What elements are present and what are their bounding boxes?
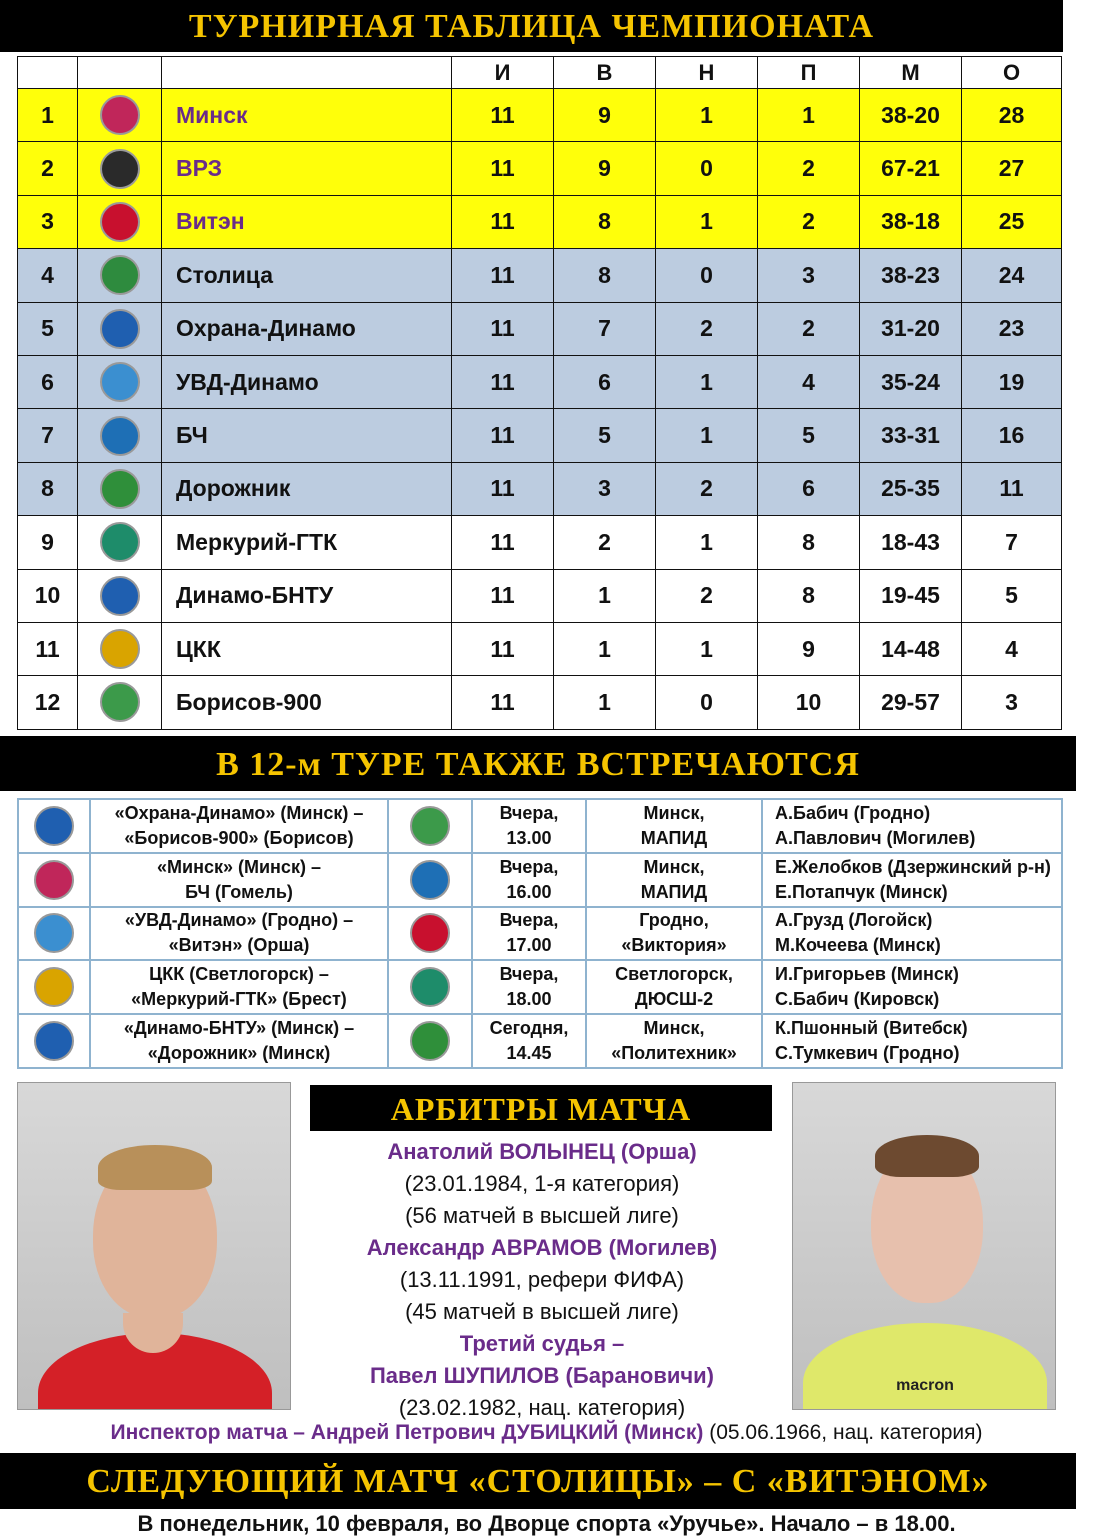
fixture-teams-line: ЦКК (Светлогорск) – — [149, 964, 329, 985]
fixture-time-line: 17.00 — [506, 935, 552, 956]
next-match-info: В понедельник, 10 февраля, во Дворце спорта «Уручье». Начало – в 18.00. — [137, 1511, 956, 1536]
home-team-logo-cell — [18, 1014, 90, 1068]
losses-cell: 6 — [758, 462, 860, 515]
draws-cell: 1 — [656, 516, 758, 569]
fixture-teams — [90, 960, 388, 1014]
team-name-cell: Борисов-900 — [162, 676, 452, 729]
standings-row — [18, 89, 1062, 142]
wins-cell: 9 — [554, 142, 656, 195]
fixture-teams — [90, 799, 388, 853]
away-team-logo-cell — [388, 1014, 472, 1068]
fixture-time — [472, 960, 586, 1014]
losses-cell: 9 — [758, 622, 860, 675]
fixture-time-line: 13.00 — [506, 827, 552, 848]
games-cell: 11 — [452, 249, 554, 302]
referee-2-info: (13.11.1991, рефери ФИФА) — [399, 1267, 685, 1292]
games-cell: 11 — [452, 89, 554, 142]
draws-cell: 0 — [656, 676, 758, 729]
position-cell: 6 — [18, 355, 78, 408]
losses-cell: 3 — [758, 249, 860, 302]
fixture-referees — [762, 1014, 1062, 1068]
wins-cell: 1 — [554, 676, 656, 729]
points-cell: 24 — [962, 249, 1062, 302]
goals-cell: 31-20 — [860, 302, 962, 355]
team-logo-cell — [78, 569, 162, 622]
goals-cell: 29-57 — [860, 676, 962, 729]
away-team-logo-icon — [410, 913, 450, 953]
fixture-time-line: 14.45 — [506, 1043, 552, 1064]
points-cell: 25 — [962, 195, 1062, 248]
wins-cell: 9 — [554, 89, 656, 142]
draws-cell: 1 — [656, 409, 758, 462]
losses-cell: 8 — [758, 569, 860, 622]
draws-cell: 1 — [656, 195, 758, 248]
goals-cell: 38-23 — [860, 249, 962, 302]
fixture-referees-line: А.Бабич (Гродно) — [775, 802, 931, 823]
losses-cell: 8 — [758, 516, 860, 569]
fixture-referees-line: С.Бабич (Кировск) — [775, 989, 940, 1010]
team-name-cell: Дорожник — [162, 462, 452, 515]
position-cell: 2 — [18, 142, 78, 195]
position-cell: 7 — [18, 409, 78, 462]
team-logo-icon — [100, 149, 140, 189]
team-logo-cell — [78, 142, 162, 195]
games-cell: 11 — [452, 676, 554, 729]
wins-cell: 8 — [554, 249, 656, 302]
fixture-time-line: Сегодня, — [489, 1018, 569, 1039]
goals-cell: 33-31 — [860, 409, 962, 462]
fixture-referees-line: А.Павлович (Могилев) — [775, 827, 976, 848]
wins-cell: 6 — [554, 355, 656, 408]
standings-title: ТУРНИРНАЯ ТАБЛИЦА ЧЕМПИОНАТА — [0, 0, 1063, 52]
goals-cell: 19-45 — [860, 569, 962, 622]
home-team-logo-cell — [18, 960, 90, 1014]
fixture-teams-line: «Минск» (Минск) – — [157, 856, 321, 877]
fixture-teams — [90, 853, 388, 907]
fixture-teams-line: «Дорожник» (Минск) — [147, 1043, 331, 1064]
team-logo-cell — [78, 355, 162, 408]
team-logo-cell — [78, 89, 162, 142]
standings-row — [18, 462, 1062, 515]
fixture-venue-line: МАПИД — [640, 827, 708, 848]
fixture-referees — [762, 853, 1062, 907]
home-team-logo-icon — [34, 806, 74, 846]
games-cell: 11 — [452, 355, 554, 408]
points-cell: 5 — [962, 569, 1062, 622]
fixture-teams-line: «Динамо-БНТУ» (Минск) – — [123, 1018, 355, 1039]
fixture-venue-line: Гродно, — [639, 910, 709, 931]
fixture-teams — [90, 1014, 388, 1068]
fixture-venue-line: «Виктория» — [621, 935, 727, 956]
header-games: И — [452, 57, 554, 89]
referees-title: АРБИТРЫ МАТЧА — [310, 1085, 772, 1131]
fixture-venue — [586, 799, 762, 853]
points-cell: 16 — [962, 409, 1062, 462]
third-referee-label: Третий судья – — [459, 1331, 625, 1356]
team-logo-icon — [100, 469, 140, 509]
goals-cell: 35-24 — [860, 355, 962, 408]
fixture-row — [18, 960, 1062, 1014]
away-team-logo-cell — [388, 907, 472, 961]
losses-cell: 5 — [758, 409, 860, 462]
points-cell: 27 — [962, 142, 1062, 195]
third-referee-info: (23.02.1982, нац. категория) — [398, 1395, 686, 1420]
fixture-venue-line: Минск, — [643, 802, 705, 823]
position-cell: 11 — [18, 622, 78, 675]
standings-row — [18, 409, 1062, 462]
draws-cell: 0 — [656, 142, 758, 195]
match-inspector — [0, 1418, 1093, 1448]
wins-cell: 8 — [554, 195, 656, 248]
team-logo-cell — [78, 195, 162, 248]
fixture-time-line: 16.00 — [506, 881, 552, 902]
team-logo-cell — [78, 622, 162, 675]
fixture-venue-line: Светлогорск, — [615, 964, 733, 985]
team-logo-icon — [100, 522, 140, 562]
draws-cell: 0 — [656, 249, 758, 302]
goals-cell: 25-35 — [860, 462, 962, 515]
wins-cell: 7 — [554, 302, 656, 355]
fixture-referees — [762, 907, 1062, 961]
header-points: О — [962, 57, 1062, 89]
inspector-info: (05.06.1966, нац. категория) — [703, 1421, 983, 1444]
team-name-cell: Меркурий-ГТК — [162, 516, 452, 569]
team-logo-cell — [78, 302, 162, 355]
header-goals: М — [860, 57, 962, 89]
losses-cell: 2 — [758, 142, 860, 195]
draws-cell: 1 — [656, 89, 758, 142]
goals-cell: 38-20 — [860, 89, 962, 142]
header-wins: В — [554, 57, 656, 89]
team-name-cell: ЦКК — [162, 622, 452, 675]
standings-row — [18, 249, 1062, 302]
games-cell: 11 — [452, 142, 554, 195]
standings-row — [18, 516, 1062, 569]
team-logo-icon — [100, 682, 140, 722]
losses-cell: 4 — [758, 355, 860, 408]
team-name-cell: Витэн — [162, 195, 452, 248]
referee-2-matches: (45 матчей в высшей лиге) — [405, 1299, 679, 1324]
draws-cell: 1 — [656, 622, 758, 675]
goals-cell: 38-18 — [860, 195, 962, 248]
referee-photo-avramov — [792, 1082, 1056, 1410]
position-cell: 9 — [18, 516, 78, 569]
position-cell: 8 — [18, 462, 78, 515]
games-cell: 11 — [452, 409, 554, 462]
referee-1-matches: (56 матчей в высшей лиге) — [405, 1203, 679, 1228]
fixture-referees-line: С.Тумкевич (Гродно) — [775, 1043, 960, 1064]
wins-cell: 3 — [554, 462, 656, 515]
fixture-referees — [762, 799, 1062, 853]
inspector-name: Инспектор матча – Андрей Петрович ДУБИЦКИЙ (Минск) — [110, 1421, 704, 1444]
position-cell: 3 — [18, 195, 78, 248]
team-logo-cell — [78, 462, 162, 515]
home-team-logo-cell — [18, 853, 90, 907]
team-name-cell: УВД-Динамо — [162, 355, 452, 408]
standings-row — [18, 355, 1062, 408]
losses-cell: 10 — [758, 676, 860, 729]
points-cell: 19 — [962, 355, 1062, 408]
team-name-cell: ВРЗ — [162, 142, 452, 195]
points-cell: 7 — [962, 516, 1062, 569]
header-team — [162, 57, 452, 89]
home-team-logo-icon — [34, 967, 74, 1007]
losses-cell: 2 — [758, 302, 860, 355]
shirt-brand: macron — [896, 1377, 954, 1394]
header-losses: П — [758, 57, 860, 89]
position-cell: 1 — [18, 89, 78, 142]
fixture-time — [472, 907, 586, 961]
team-logo-icon — [100, 416, 140, 456]
team-logo-cell — [78, 409, 162, 462]
fixture-row — [18, 853, 1062, 907]
team-name-cell: Минск — [162, 89, 452, 142]
header-pos — [18, 57, 78, 89]
standings-row — [18, 195, 1062, 248]
team-logo-cell — [78, 676, 162, 729]
games-cell: 11 — [452, 569, 554, 622]
fixture-venue-line: МАПИД — [640, 881, 708, 902]
standings-row — [18, 622, 1062, 675]
losses-cell: 1 — [758, 89, 860, 142]
fixture-time-line: Вчера, — [499, 856, 559, 877]
team-logo-icon — [100, 95, 140, 135]
wins-cell: 5 — [554, 409, 656, 462]
games-cell: 11 — [452, 195, 554, 248]
referee-2-name: Александр АВРАМОВ (Могилев) — [366, 1235, 718, 1260]
fixture-venue-line: ДЮСШ-2 — [634, 989, 714, 1010]
fixture-row — [18, 907, 1062, 961]
fixture-referees-line: К.Пшонный (Витебск) — [775, 1018, 968, 1039]
fixture-row — [18, 1014, 1062, 1068]
home-team-logo-icon — [34, 1021, 74, 1061]
fixture-teams-line: БЧ (Гомель) — [185, 881, 293, 902]
standings-row — [18, 676, 1062, 729]
fixture-venue — [586, 853, 762, 907]
round-title: В 12-м ТУРЕ ТАКЖЕ ВСТРЕЧАЮТСЯ — [0, 736, 1076, 791]
fixture-referees-line: М.Кочеева (Минск) — [775, 935, 941, 956]
team-logo-cell — [78, 516, 162, 569]
fixture-venue — [586, 907, 762, 961]
away-team-logo-icon — [410, 1021, 450, 1061]
fixture-time-line: Вчера, — [499, 964, 559, 985]
wins-cell: 1 — [554, 622, 656, 675]
position-cell: 12 — [18, 676, 78, 729]
header-draws: Н — [656, 57, 758, 89]
games-cell: 11 — [452, 622, 554, 675]
away-team-logo-icon — [410, 860, 450, 900]
home-team-logo-cell — [18, 799, 90, 853]
position-cell: 4 — [18, 249, 78, 302]
referee-1-info: (23.01.1984, 1-я категория) — [404, 1171, 680, 1196]
team-name-cell: Динамо-БНТУ — [162, 569, 452, 622]
standings-row — [18, 142, 1062, 195]
home-team-logo-cell — [18, 907, 90, 961]
fixture-teams-line: «Витэн» (Орша) — [168, 935, 310, 956]
losses-cell: 2 — [758, 195, 860, 248]
team-logo-icon — [100, 202, 140, 242]
position-cell: 10 — [18, 569, 78, 622]
team-logo-icon — [100, 255, 140, 295]
away-team-logo-icon — [410, 967, 450, 1007]
wins-cell: 1 — [554, 569, 656, 622]
fixture-time-line: Вчера, — [499, 910, 559, 931]
header-logo — [78, 57, 162, 89]
goals-cell: 18-43 — [860, 516, 962, 569]
fixture-referees-line: Е.Желобков (Дзержинский р-н) — [775, 856, 1051, 877]
fixture-referees-line: Е.Потапчук (Минск) — [775, 881, 948, 902]
fixture-venue-line: Минск, — [643, 856, 705, 877]
fixture-referees-line: А.Грузд (Логойск) — [775, 910, 933, 931]
fixtures-table — [17, 798, 1063, 1069]
fixture-teams-line: «Охрана-Динамо» (Минск) – — [114, 802, 364, 823]
team-name-cell: БЧ — [162, 409, 452, 462]
third-referee-name: Павел ШУПИЛОВ (Барановичи) — [369, 1363, 715, 1388]
games-cell: 11 — [452, 462, 554, 515]
fixture-time — [472, 1014, 586, 1068]
wins-cell: 2 — [554, 516, 656, 569]
away-team-logo-cell — [388, 799, 472, 853]
home-team-logo-icon — [34, 913, 74, 953]
fixture-time-line: 18.00 — [506, 989, 552, 1010]
fixture-teams — [90, 907, 388, 961]
standings-row — [18, 569, 1062, 622]
draws-cell: 2 — [656, 302, 758, 355]
fixture-venue-line: Минск, — [643, 1018, 705, 1039]
draws-cell: 1 — [656, 355, 758, 408]
fixture-time — [472, 799, 586, 853]
standings-row — [18, 302, 1062, 355]
goals-cell: 67-21 — [860, 142, 962, 195]
games-cell: 11 — [452, 516, 554, 569]
home-team-logo-icon — [34, 860, 74, 900]
draws-cell: 2 — [656, 569, 758, 622]
away-team-logo-cell — [388, 960, 472, 1014]
referee-1-name: Анатолий ВОЛЫНЕЦ (Орша) — [387, 1139, 697, 1164]
team-name-cell: Столица — [162, 249, 452, 302]
points-cell: 28 — [962, 89, 1062, 142]
team-logo-icon — [100, 309, 140, 349]
team-logo-icon — [100, 629, 140, 669]
team-logo-cell — [78, 249, 162, 302]
away-team-logo-icon — [410, 806, 450, 846]
fixture-venue-line: «Политехник» — [611, 1043, 737, 1064]
games-cell: 11 — [452, 302, 554, 355]
points-cell: 11 — [962, 462, 1062, 515]
fixture-referees — [762, 960, 1062, 1014]
points-cell: 4 — [962, 622, 1062, 675]
fixture-teams-line: «Меркурий-ГТК» (Брест) — [131, 989, 347, 1010]
fixture-time — [472, 853, 586, 907]
referees-block — [300, 1136, 784, 1424]
team-name-cell: Охрана-Динамо — [162, 302, 452, 355]
points-cell: 23 — [962, 302, 1062, 355]
fixture-row — [18, 799, 1062, 853]
referee-photo-volynets — [17, 1082, 291, 1410]
fixture-venue — [586, 1014, 762, 1068]
team-logo-icon — [100, 362, 140, 402]
fixture-time-line: Вчера, — [499, 802, 559, 823]
goals-cell: 14-48 — [860, 622, 962, 675]
fixture-teams-line: «УВД-Динамо» (Гродно) – — [124, 910, 354, 931]
away-team-logo-cell — [388, 853, 472, 907]
fixture-venue — [586, 960, 762, 1014]
standings-header-row — [18, 57, 1062, 89]
points-cell: 3 — [962, 676, 1062, 729]
fixture-teams-line: «Борисов-900» (Борисов) — [124, 827, 354, 848]
next-match-title: СЛЕДУЮЩИЙ МАТЧ «СТОЛИЦЫ» – С «ВИТЭНОМ» — [0, 1453, 1076, 1509]
position-cell: 5 — [18, 302, 78, 355]
draws-cell: 2 — [656, 462, 758, 515]
team-logo-icon — [100, 576, 140, 616]
fixture-referees-line: И.Григорьев (Минск) — [775, 964, 959, 985]
standings-table — [17, 56, 1062, 730]
